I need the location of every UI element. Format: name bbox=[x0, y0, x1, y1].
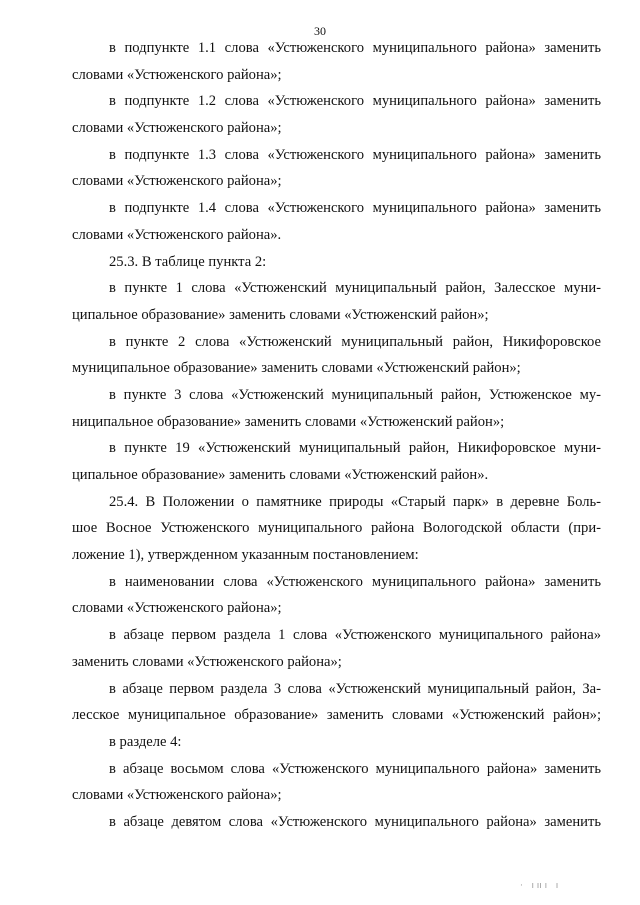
text-line: ципальное образование» заменить словами «Устюженский район». bbox=[72, 467, 489, 483]
text-line: словами «Устюженского района»; bbox=[72, 66, 282, 83]
page-number: 30 bbox=[314, 24, 326, 38]
text-line: в подпункте 1.1 слова «Устюженского муниципального района» заменить bbox=[109, 40, 601, 56]
text-line: словами «Устюженского района»; bbox=[72, 173, 282, 190]
text-line: ниципальное образование» заменить словами «Устюженский район»; bbox=[72, 413, 505, 430]
text-line: в абзаце восьмом слова «Устюженского муниципального района» заменить bbox=[109, 760, 601, 777]
text-line: в пункте 3 слова «Устюженский муниципальный район, Устюженское му- bbox=[109, 386, 601, 403]
text-line: в пункте 19 «Устюженский муниципальный район, Никифоровское муни- bbox=[109, 440, 601, 457]
text-line: ложение 1), утвержденном указанным постановлением: bbox=[72, 547, 419, 564]
text-line: в разделе 4: bbox=[109, 733, 182, 750]
text-line: в абзаце первом раздела 3 слова «Устюженский муниципальный район, За- bbox=[109, 680, 601, 697]
text-line: ципальное образование» заменить словами «Устюженский район»; bbox=[72, 306, 489, 323]
text-line: лесское муниципальное образование» заменить словами «Устюженский район»; bbox=[72, 707, 601, 724]
text-line: в подпункте 1.3 слова «Устюженского муниципального района» заменить bbox=[109, 146, 601, 163]
text-line: словами «Устюженского района»; bbox=[72, 120, 282, 137]
text-line: в подпункте 1.2 слова «Устюженского муниципального района» заменить bbox=[109, 93, 601, 110]
text-line: 25.4. В Положении о памятнике природы «Старый парк» в деревне Боль- bbox=[109, 493, 601, 510]
text-line: в абзаце девятом слова «Устюженского муниципального района» заменить bbox=[109, 813, 601, 830]
document-body bbox=[72, 35, 601, 836]
text-line: словами «Устюженского района»; bbox=[72, 600, 282, 617]
text-line: в пункте 2 слова «Устюженский муниципальный район, Никифоровское bbox=[109, 333, 601, 350]
scan-artifact: · ı ıı ı ı bbox=[520, 881, 559, 891]
text-line: 25.3. В таблице пункта 2: bbox=[109, 253, 267, 270]
text-line: в наименовании слова «Устюженского муниципального района» заменить bbox=[109, 573, 601, 590]
text-line: в пункте 1 слова «Устюженский муниципальный район, Залесское муни- bbox=[109, 280, 601, 297]
text-line: в абзаце первом раздела 1 слова «Устюженского муниципального района» bbox=[109, 627, 601, 644]
text-line: заменить словами «Устюженского района»; bbox=[72, 653, 342, 670]
text-line: словами «Устюженского района»; bbox=[72, 787, 282, 804]
text-line: словами «Устюженского района». bbox=[72, 226, 282, 243]
text-line: муниципальное образование» заменить словами «Устюженский район»; bbox=[72, 360, 521, 377]
text-line: в подпункте 1.4 слова «Устюженского муниципального района» заменить bbox=[109, 200, 601, 217]
text-line: шое Восное Устюженского муниципального района Вологодской области (при- bbox=[72, 520, 601, 537]
